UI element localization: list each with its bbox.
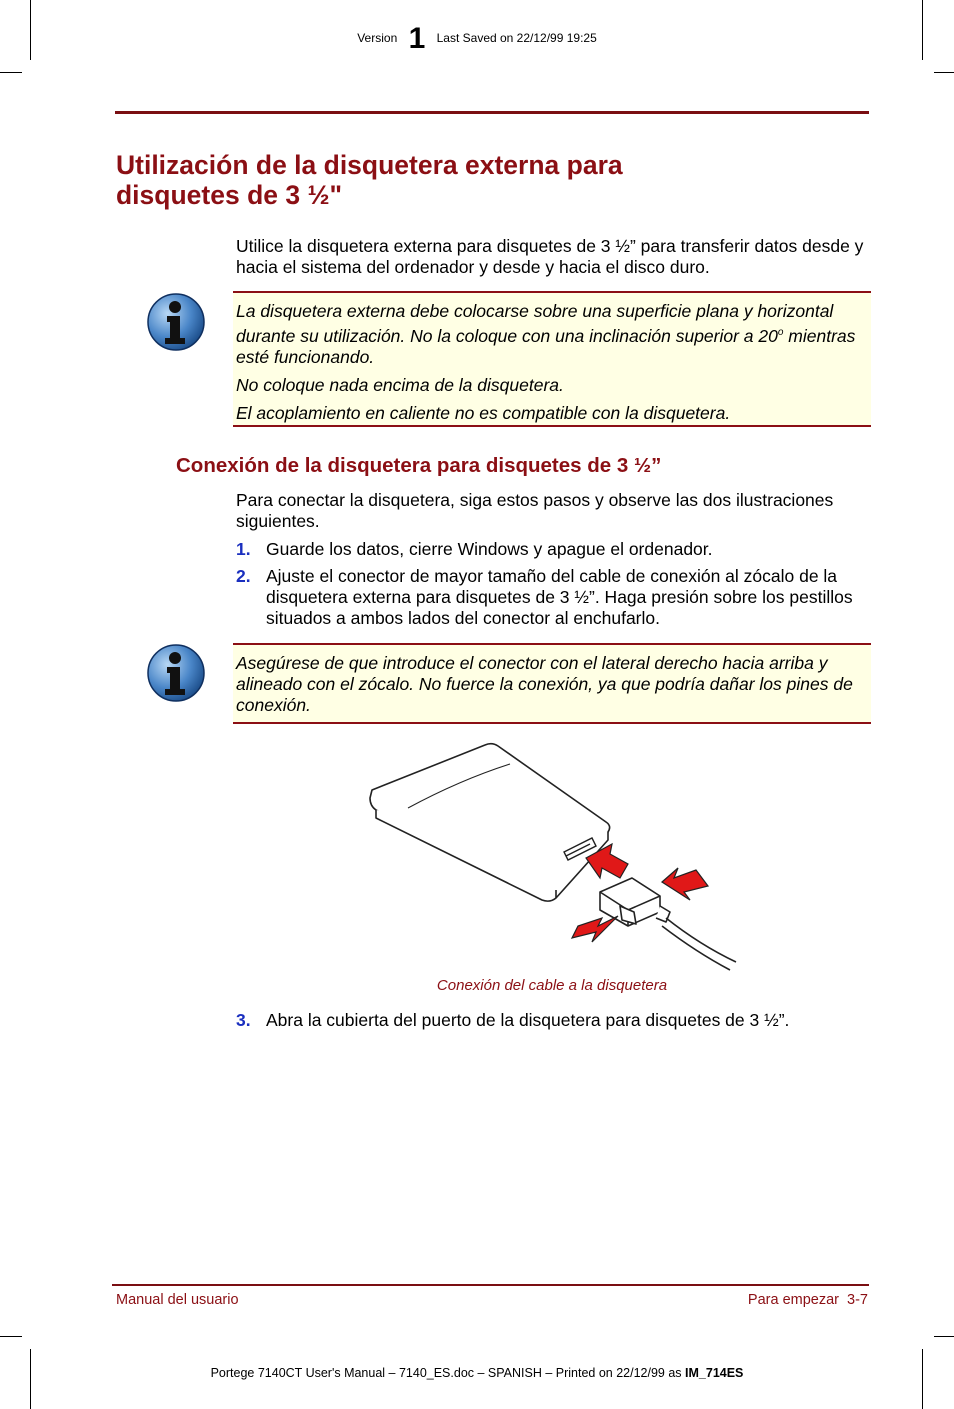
footer-rule [112,1284,869,1286]
step-item [236,1010,866,1031]
note-text: No coloque nada encima de la disquetera. [236,374,564,395]
subsection-title: Conexión de la disquetera para disquetes de 3 ½” [176,454,662,477]
version-header [0,22,954,56]
footer-right: Para empezar 3-7 [747,1292,868,1308]
footer-left: Manual del usuario [116,1292,239,1308]
crop-mark [0,1336,22,1337]
note-box [233,291,871,427]
figure-caption: Conexión del cable a la disquetera [436,977,668,994]
step-text: Ajuste el conector de mayor tamaño del cable de conexión al zócalo de la disquetera externa para disquetes de 3 ½”. Haga presión sobre los pestillos situados a ambos lados del conector al enchufarlo. [266,566,853,628]
note-text: El acoplamiento en caliente no es compatible con la disquetera. [236,402,731,423]
arrow-icon [572,916,618,942]
crop-mark [934,1336,954,1337]
version-label: Version [357,31,398,45]
step-number: 2. [236,566,251,586]
step-text: Guarde los datos, cierre Windows y apague el ordenador. [266,539,713,559]
header-rule [115,111,869,114]
note-text: La disquetera externa debe colocarse sobre una superficie plana y horizontal durante su utilización. No la coloque con una inclinación superior a 20$^o$ mientras esté funcionando. [236,301,856,367]
floppy-drive-illustration [360,740,750,972]
version-number: 1 [408,22,426,55]
floppy-drive [370,744,610,901]
info-icon [146,643,208,705]
subsection-intro: Para conectar la disquetera, siga estos pasos y observe las dos ilustraciones siguientes. [236,490,834,531]
crop-mark [934,72,954,73]
step-text: Abra la cubierta del puerto de la disquetera para disquetes de 3 ½”. [266,1010,790,1030]
last-saved: Last Saved on 22/12/99 19:25 [436,31,597,45]
print-info: Portege 7140CT User's Manual – 7140_ES.doc – SPANISH – Printed on 22/12/99 as IM_714ES [210,1366,744,1380]
arrow-icon [662,868,708,900]
intro-paragraph: Utilice la disquetera externa para disquetes de 3 ½” para transferir datos desde y hacia el sistema del ordenador y desde y hacia el disco duro. [236,236,864,277]
step-number: 3. [236,1010,251,1030]
cable [662,918,736,970]
step-item [236,566,866,629]
warning-note-box [233,643,871,724]
info-icon [146,292,208,354]
section-title: Utilización de la disquetera externa para disquetes de 3 ½" [116,150,623,210]
crop-mark [0,72,22,73]
step-item [236,539,866,560]
cable-connector [600,878,670,926]
step-number: 1. [236,539,251,559]
note-text: Asegúrese de que introduce el conector con el lateral derecho hacia arriba y alineado con el zócalo. No fuerce la conexión, ya que podría dañar los pines de conexión. [236,653,853,715]
